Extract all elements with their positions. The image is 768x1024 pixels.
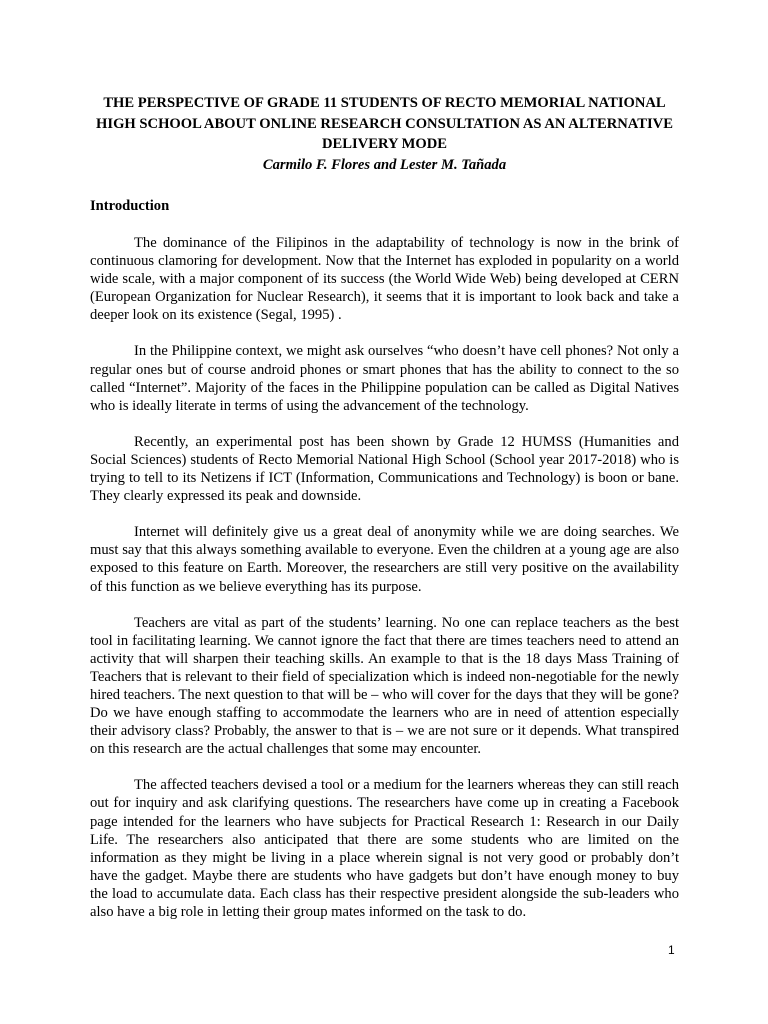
paper-title: THE PERSPECTIVE OF GRADE 11 STUDENTS OF RECTO MEMORIAL NATIONAL HIGH SCHOOL ABOUT ONLINE RESEARCH CONSULTATION AS AN ALTERNATIVE DELIVERY MODE — [96, 95, 673, 152]
paragraph: The affected teachers devised a tool or a medium for the learners whereas they can still reach out for inquiry and ask clarifying questions. The researchers have come up in creating a Facebook page intended for the learners who have subjects for Practical Research 1: Research in our Daily Life. The researchers also anticipated that there are some students who are limited on the information as they might be living in a place wherein signal is not very good or probably don’t have the gadget. Maybe there are students who have gadgets but don’t have enough money to buy the load to accumulate data. Each class has their respective president alongside the sub-leaders who also have a big role in letting their group mates informed on the task to do. — [90, 777, 679, 920]
paragraph: Recently, an experimental post has been shown by Grade 12 HUMSS (Humanities and Social Sciences) students of Recto Memorial National High School (School year 2017-2018) who is trying to tell to its Netizens if ICT (Information, Communications and Technology) is boon or bane. They clearly expressed its peak and downside. — [90, 433, 679, 505]
document-page — [90, 93, 679, 921]
paragraph: Teachers are vital as part of the students’ learning. No one can replace teachers as the best tool in facilitating learning. We cannot ignore the fact that there are times teachers need to attend an activity that will sharpen their teaching skills. An example to that is the 18 days Mass Training of Teachers that is relevant to their field of specialization which is indeed non-negotiable for the newly hired teachers. The next question to that will be – who will cover for the days that they will be gone? Do we have enough staffing to accommodate the learners who are in need of attention especially their advisory class? Probably, the answer to that is – we are not sure or it depends. What transpired on this research are the actual challenges that some may encounter. — [90, 614, 679, 758]
paragraph: In the Philippine context, we might ask ourselves “who doesn’t have cell phones? Not only a regular ones but of course android phones or smart phones that has the ability to connect to the so called “Internet”. Majority of the faces in the Philippine population can be called as Digital Natives who is ideally literate in terms of using the advancement of the technology. — [90, 343, 679, 414]
section-heading-introduction: Introduction — [90, 198, 170, 214]
paragraph: Internet will definitely give us a great deal of anonymity while we are doing searches. We must say that this always something available to everyone. Even the children at a young age are also exposed to this feature on Earth. Moreover, the researchers are still very positive on the availability of this function as we believe everything has its purpose. — [90, 524, 679, 595]
paragraph: The dominance of the Filipinos in the adaptability of technology is now in the brink of continuous clamoring for development. Now that the Internet has exploded in popularity on a world wide scale, with a major component of its success (the World Wide Web) being developed at CERN (European Organization for Nuclear Research), it seems that it is important to look back and take a deeper look on its existence (Segal, 1995) . — [90, 235, 679, 324]
page-number: 1 — [668, 943, 675, 957]
paper-authors: Carmilo F. Flores and Lester M. Tañada — [262, 156, 507, 173]
